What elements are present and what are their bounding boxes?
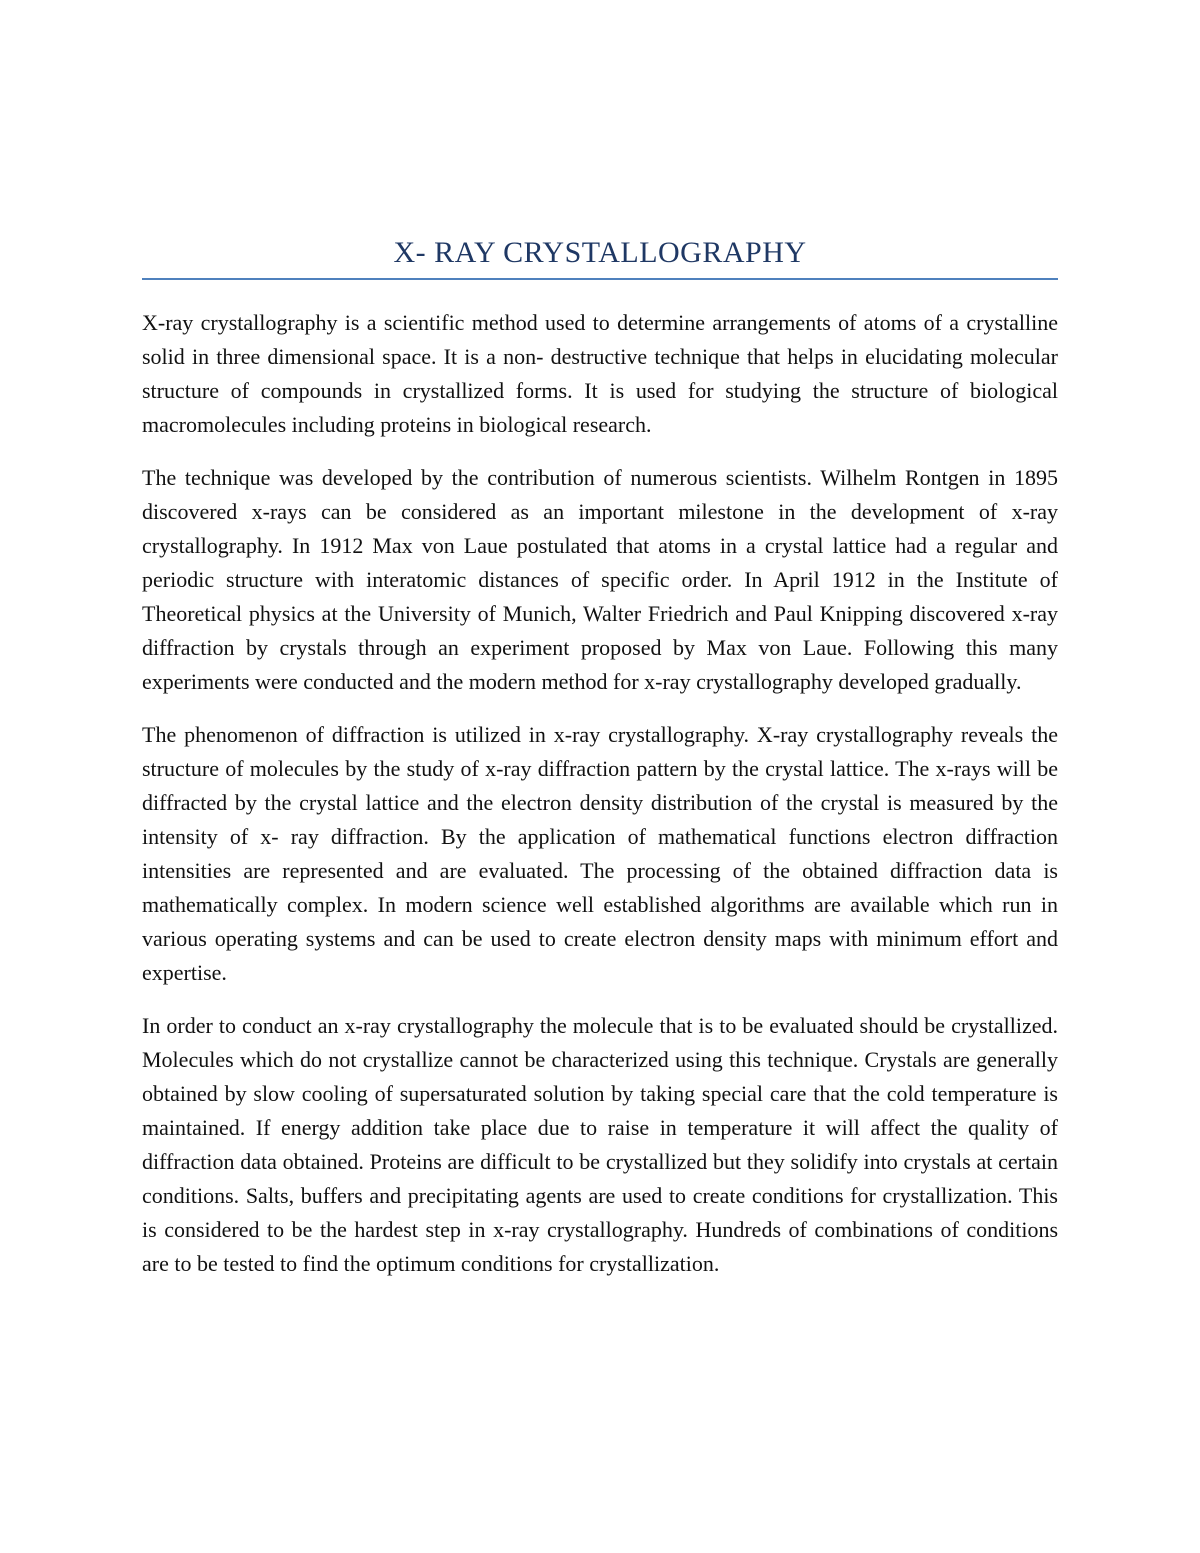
document-title: X- RAY CRYSTALLOGRAPHY xyxy=(393,236,807,269)
paragraph-introduction: X-ray crystallography is a scientific method used to determine arrangements of atoms of a crystalline solid in three dimensional space. It is a non- destructive technique that helps in elucidating molecular structure of compounds in crystallized forms. It is used for studying the structure of biological macromolecules including proteins in biological research. xyxy=(142,310,1058,437)
title-underline-rule xyxy=(142,278,1058,280)
paragraph-crystallization: In order to conduct an x-ray crystallography the molecule that is to be evaluated should be crystallized. Molecules which do not crystallize cannot be characterized using this technique. Crystals are generally obtained by slow cooling of supersaturated solution by taking special care that the cold temperature is maintained. If energy addition take place due to raise in temperature it will affect the quality of diffraction data obtained. Proteins are difficult to be crystallized but they solidify into crystals at certain conditions. Salts, buffers and precipitating agents are used to create conditions for crystallization. This is considered to be the hardest step in x-ray crystallography. Hundreds of combinations of conditions are to be tested to find the optimum conditions for crystallization. xyxy=(142,1013,1058,1276)
paragraph-history: The technique was developed by the contribution of numerous scientists. Wilhelm Rontgen in 1895 discovered x-rays can be considered as an important milestone in the development of x-ray crystallography. In 1912 Max von Laue postulated that atoms in a crystal lattice had a regular and periodic structure with interatomic distances of specific order. In April 1912 in the Institute of Theoretical physics at the University of Munich, Walter Friedrich and Paul Knipping discovered x-ray diffraction by crystals through an experiment proposed by Max von Laue. Following this many experiments were conducted and the modern method for x-ray crystallography developed gradually. xyxy=(142,465,1058,694)
document-body xyxy=(142,236,1058,1300)
paragraph-diffraction: The phenomenon of diffraction is utilized in x-ray crystallography. X-ray crystallography reveals the structure of molecules by the study of x-ray diffraction pattern by the crystal lattice. The x-rays will be diffracted by the crystal lattice and the electron density distribution of the crystal is measured by the intensity of x- ray diffraction. By the application of mathematical functions electron diffraction intensities are represented and are evaluated. The processing of the obtained diffraction data is mathematically complex. In modern science well established algorithms are available which run in various operating systems and can be used to create electron density maps with minimum effort and expertise. xyxy=(142,722,1058,985)
